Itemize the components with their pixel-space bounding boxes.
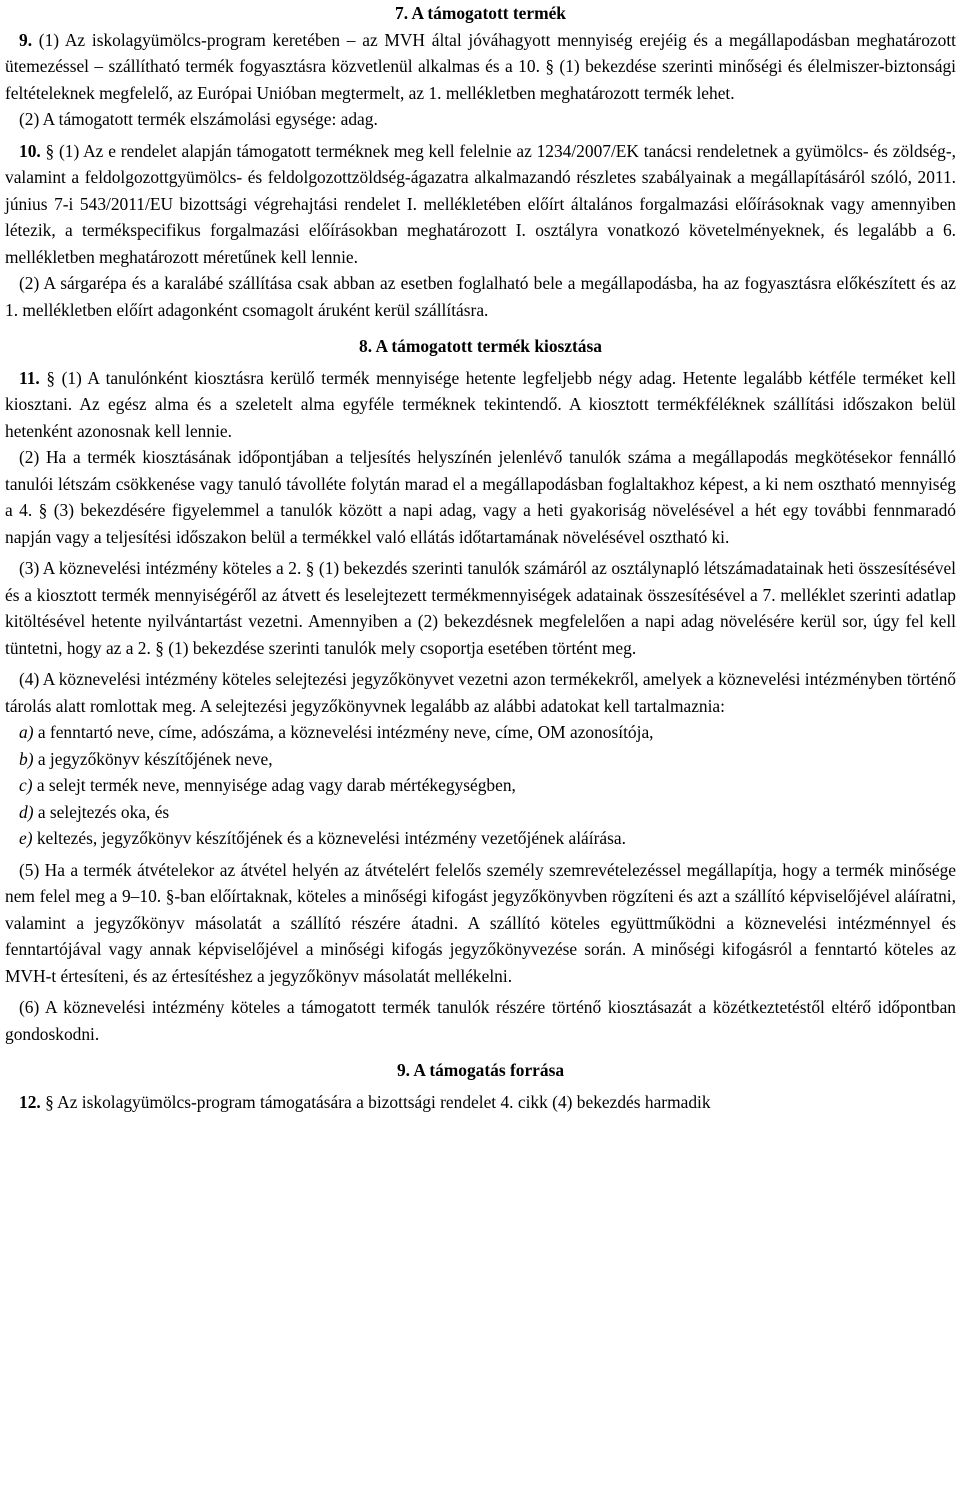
list-label: e)	[19, 828, 33, 848]
section-heading: 7. A támogatott termék	[395, 3, 566, 23]
list-item	[5, 746, 956, 773]
paragraph-text: § (1) A tanulónként kiosztásra kerülő termék mennyisége hetente legfeljebb négy adag. Hetente legalább kétféle terméket kell kiosztani. Az egész alma és a szeletelt alma egyféle terméknek tekintendő. A kiosztott termékféléknek szállítási időszakon belül hetenként azonosnak kell lennie.	[5, 367, 956, 441]
paragraph: (4) A köznevelési intézmény köteles selejtezési jegyzőkönyvet vezetni azon termékekről, amelyek a köznevelési intézményben történő tárolás alatt romlottak meg. A selejtezési jegyzőkönyvnek legalább az alábbi adatokat kell tartalmaznia:	[5, 669, 956, 716]
paragraph: (3) A köznevelési intézmény köteles a 2. § (1) bekezdés szerinti tanulók számáról az osztálynapló létszámadatainak heti összesítésével és a kiosztott termék mennyiségéről az átvett és leselejtezett termékmennyiségek adatainak összesítésével a 7. melléklet szerinti adatlap kitöltésével hetente nyilvántartást vezetni. Amennyiben a (2) bekezdésnek megfelelően a napi adag növelésére kerül sor, úgy fel kell tüntetni, hogy az a 2. § (1) bekezdése szerinti tanulók mely csoportja esetében történt meg.	[5, 558, 956, 658]
paragraph: (6) A köznevelési intézmény köteles a támogatott termék tanulók részére történő kiosztásazát a közétkeztetéstől eltérő időpontban gondoskodni.	[5, 997, 956, 1044]
list-text: a jegyzőkönyv készítőjének neve,	[33, 748, 273, 769]
paragraph	[5, 138, 956, 271]
list-text: a selejtezés oka, és	[33, 801, 170, 822]
paragraph: (5) Ha a termék átvételekor az átvétel helyén az átvételért felelős személy szemrevételezéssel megállapítja, hogy a termék minősége nem felel meg a 9–10. §-ban előírtaknak, köteles a minőségi kifogást jegyzőkönyvben rögzíteni és azt a szállító képviselőjével aláíratni, valamint a jegyzőkönyv másolatát a szállító részére átadni. A szállító köteles együttműködni a köznevelési intézménnyel és fenntartójával vagy annak képviselőjével a minőségi kifogás jegyzőkönyvezése során. A minőségi kifogásról a fenntartó köteles az MVH-t értesíteni, és az értesítéshez a jegyzőkönyv másolatát mellékelni.	[5, 859, 956, 986]
section-heading: 9. A támogatás forrása	[396, 1060, 565, 1080]
list-text: keltezés, jegyzőkönyv készítőjének és a köznevelési intézmény vezetőjének aláírása.	[32, 828, 626, 848]
paragraph: (2) A sárgarépa és a karalábé szállítása csak abban az esetben foglalható bele a megállapodásba, ha az fogyasztásra előkészített és az 1. mellékletben előírt adagonként csomagolt áruként kerül szállításra.	[5, 273, 956, 320]
paragraph-text: (1) Az iskolagyümölcs-program keretében – az MVH által jóváhagyott mennyiség erejéig és a megállapodásban meghatározott ütemezéssel – szállítható termék fogyasztásra közvetlenül alkalmas és a 10. § (1) bekezdése szerinti minőségi és élelmiszer-biztonsági feltételeknek megfelelő, az Európai Unióban megtermelt, az 1. mellékletben meghatározott termék lehet.	[5, 29, 956, 103]
paragraph	[5, 27, 956, 107]
list-label: d)	[19, 801, 34, 822]
paragraph: (2) Ha a termék kiosztásának időpontjában a teljesítés helyszínén jelenlévő tanulók száma a megállapodás megkötésekor fennálló tanulói létszám csökkenése vagy tanuló távolléte folytán marad el a megállapodásban foglaltakhoz képest, a ki nem osztható mennyiség a 4. § (3) bekezdésére figyelemmel a tanulók között a napi adag, vagy a heti gyakoriság növelésével a hét egy további fennmaradó napján vagy a teljesítési időszakon belül a termékkel való ellátás időtartamának növelésével osztható ki.	[5, 447, 956, 547]
list-text: a selejt termék neve, mennyisége adag vagy darab mértékegységben,	[32, 775, 516, 795]
paragraph-number: 10.	[19, 140, 41, 161]
list-item	[5, 825, 956, 852]
paragraph-number: 9.	[19, 29, 33, 50]
list-item	[5, 719, 956, 746]
section-heading: 8. A támogatott termék kiosztása	[359, 336, 602, 356]
paragraph	[5, 1089, 956, 1116]
list-item	[5, 799, 956, 826]
paragraph-text: § Az iskolagyümölcs-program támogatására a bizottsági rendelet 4. cikk (4) bekezdés harmadik	[40, 1091, 711, 1112]
paragraph-number: 11.	[19, 367, 40, 388]
paragraph-number: 12.	[19, 1091, 41, 1112]
list-label: c)	[19, 775, 33, 795]
list-label: b)	[19, 748, 34, 769]
list-text: a fenntartó neve, címe, adószáma, a köznevelési intézmény neve, címe, OM azonosítója,	[33, 722, 654, 742]
paragraph: (2) A támogatott termék elszámolási egysége: adag.	[19, 109, 378, 129]
paragraph	[5, 365, 956, 445]
list-label: a)	[19, 722, 34, 742]
list-item	[5, 772, 956, 799]
paragraph-text: § (1) Az e rendelet alapján támogatott terméknek meg kell felelnie az 1234/2007/EK tanácsi rendeletnek a gyümölcs- és zöldség-, valamint a feldolgozottgyümölcs- és feldolgozottzöldség-ágazatra alkalmazandó részletes szabályainak a megállapításáról szóló, 2011. június 7-i 543/2011/EU bizottsági végrehajtási rendelet I. mellékletében előírt általános forgalmazási előírásoknak vagy amennyiben létezik, a termékspecifikus forgalmazási előírásokban meghatározott I. osztályra vonatkozó követelményeknek, és legalább a 6. mellékletben meghatározott méretűnek kell lennie.	[5, 140, 956, 267]
